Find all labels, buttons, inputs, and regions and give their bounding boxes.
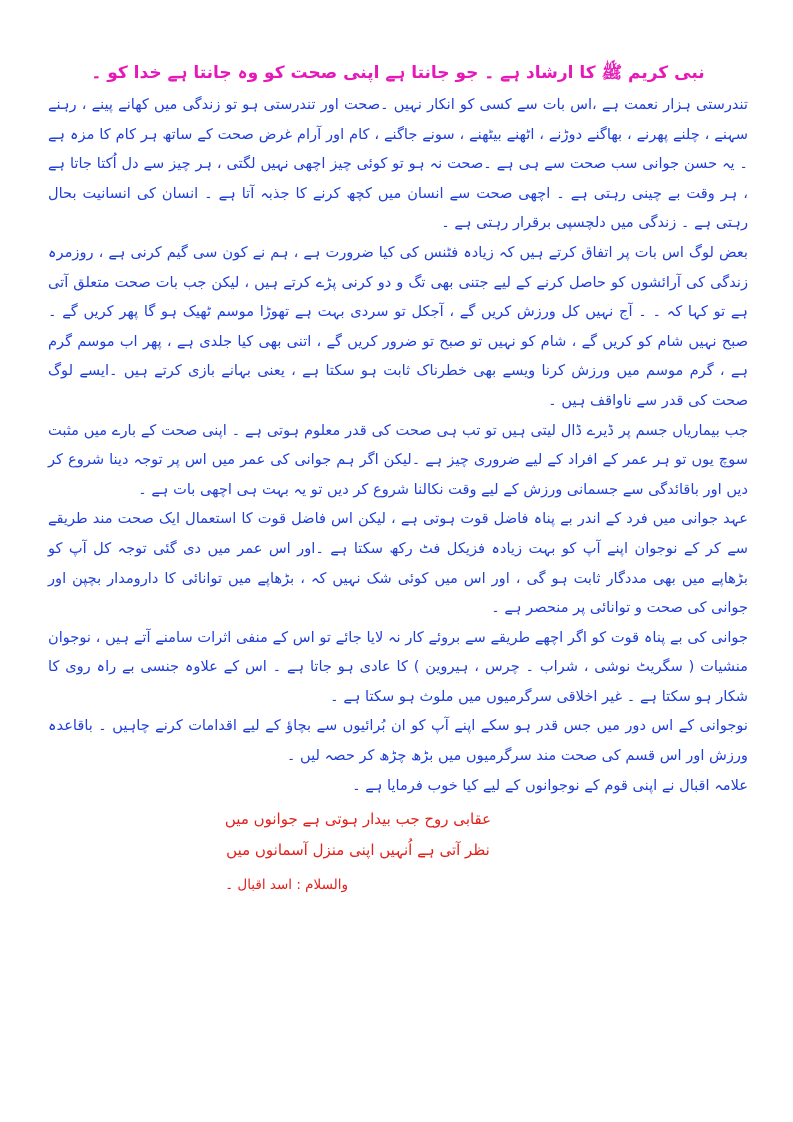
paragraph-7: علامہ اقبال نے اپنی قوم کے نوجوانوں کے لیے کیا خوب فرمایا ہے ۔ — [352, 776, 748, 794]
paragraph-4: عہد جوانی میں فرد کے اندر بے پناہ فاضل قوت ہوتی ہے ، لیکن اس فاضل قوت کا استعمال ایک صحت مند طریقے سے کر کے نوجوان اپنے آپ کو بہت زیادہ فزیکل فٹ رکھ سکتا ہے ۔اور اس عمر میں دی گئی توجہ کل آپ کو بڑھاپے میں بھی مددگار ثابت ہو گی ، اور اس میں کوئی شک نہیں کہ ، بڑھاپے میں توانائی کا دارومدار بچپن اور جوانی کی صحت و توانائی پر منحصر ہے ۔ — [48, 510, 748, 617]
paragraph-2: بعض لوگ اس بات پر اتفاق کرتے ہیں کہ زیادہ فٹنس کی کیا ضرورت ہے ، ہم نے کون سی گیم کرنی ہے ، روزمرہ زندگی کی آرائشوں کو حاصل کرنے کے لیے جتنی بھی تگ و دو کرنی پڑے کرتے ہیں ، لیکن جب بات صحت متعلق آتی ہے تو کہا کہ ۔ ۔ آج نہیں کل ورزش کریں گے ، آجکل تو سردی بہت ہے تھوڑا موسم ٹھیک ہو گا پھر کریں گے ۔ صبح نہیں شام کو کریں گے ، شام کو نہیں تو صبح تو ضرور کریں گے ، اتنی بھی کیا جلدی ہے ، پھر اب موسم گرم ہے ، گرم موسم میں ورزش کرنا ویسے بھی خطرناک ثابت ہو سکتا ہے ، یعنی بہانے بازی کرتے ہیں ۔ایسے لوگ صحت کی قدر سے ناواقف ہیں ۔ — [48, 243, 748, 409]
signature: والسلام : اسد اقبال ۔ — [225, 877, 348, 894]
article-body — [48, 90, 748, 800]
paragraph-3: جب بیماریاں جسم پر ڈیرے ڈال لیتی ہیں تو تب ہی صحت کی قدر معلوم ہوتی ہے ۔ اپنی صحت کے بارے میں مثبت سوچ یوں تو ہر عمر کے افراد کے لیے ضروری چیز ہے ۔لیکن اگر ہم جوانی کی عمر میں اس پر توجہ دینا شروع کر دیں اور باقائدگی سے جسمانی ورزش کے لیے وقت نکالنا شروع کر دیں تو یہ بہت ہی اچھی بات ہے ۔ — [48, 421, 748, 498]
page-title: نبی کریم ﷺ کا ارشاد ہے ۔ جو جانتا ہے اپنی صحت کو وہ جانتا ہے خدا کو ۔ — [91, 63, 705, 83]
paragraph-5: جوانی کی بے پناہ قوت کو اگر اچھے طریقے سے بروئے کار نہ لایا جائے تو اس کے منفی اثرات سامنے آتے ہیں ، نوجوان منشیات ( سگریٹ نوشی ، شراب ۔ چرس ، ہیروین ) کا عادی ہو جاتا ہے ۔ اس کے علاوہ جنسی بے راہ روی کا شکار ہو سکتا ہے ۔ غیر اخلاقی سرگرمیوں میں ملوث ہو سکتا ہے ۔ — [48, 628, 748, 705]
paragraph-1: تندرستی ہزار نعمت ہے ،اس بات سے کسی کو انکار نہیں ۔صحت اور تندرستی ہو تو زندگی میں کھانے پینے ، رہنے سہنے ، چلنے پھرنے ، بھاگنے دوڑنے ، اٹھنے بیٹھنے ، سونے جاگنے ، کام اور آرام غرض صحت کے ساتھ ہر کام کا مزہ ہے ۔ یہ حسن جوانی سب صحت سے ہی ہے ۔صحت نہ ہو تو کوئی چیز اچھی نہیں لگتی ، ہر چیز سے دل اُکتا جاتا ہے ، ہر وقت بے چینی رہتی ہے ۔ اچھی صحت سے انسان میں کچھ کرنے کا جذبہ آتا ہے ۔ انسان کی انسانیت بحال رہتی ہے ۔ زندگی میں دلچسپی برقرار رہتی ہے ۔ — [48, 96, 748, 232]
document-page — [48, 58, 748, 900]
poem-line-2: نظر آتی ہے اُنہیں اپنی منزل آسمانوں میں — [226, 841, 490, 860]
poem-couplet — [48, 804, 748, 866]
poem-line-1: عقابی روح جب بیدار ہوتی ہے جوانوں میں — [224, 810, 492, 829]
paragraph-6: نوجوانی کے اس دور میں جس قدر ہو سکے اپنے آپ کو ان بُرائیوں سے بچاؤ کے لیے اقدامات کرنے چاہیں ۔ باقاعدہ ورزش اور اس قسم کی صحت مند سرگرمیوں میں بڑھ چڑھ کر حصہ لیں ۔ — [48, 717, 748, 765]
